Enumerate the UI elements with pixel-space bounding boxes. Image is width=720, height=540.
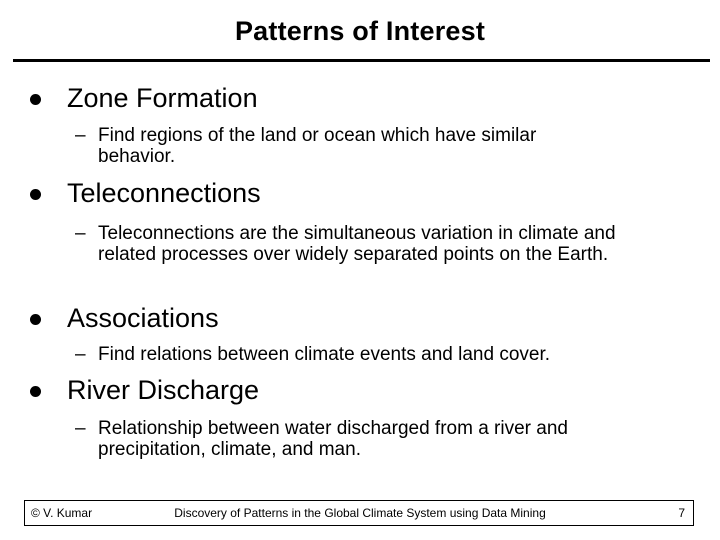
- slide-title: Patterns of Interest: [234, 16, 486, 46]
- sub-bullet-text: Find regions of the land or ocean which have similar behavior.: [98, 125, 537, 167]
- sub-bullet-text: Find relations between climate events and land cover.: [98, 344, 551, 365]
- bullet-heading: River Discharge: [67, 375, 260, 405]
- bullet-dot-icon: [30, 314, 41, 325]
- title-divider: [13, 59, 710, 62]
- footer-page-number: 7: [678, 506, 685, 520]
- dash-marker: –: [75, 418, 86, 439]
- footer-caption: Discovery of Patterns in the Global Climate System using Data Mining: [174, 506, 546, 520]
- footer-bar: [24, 500, 694, 526]
- bullet-heading: Teleconnections: [67, 178, 261, 208]
- bullet-dot-icon: [30, 94, 41, 105]
- bullet-dot-icon: [30, 386, 41, 397]
- footer-author: © V. Kumar: [31, 506, 93, 520]
- dash-marker: –: [75, 125, 86, 146]
- bullet-heading: Zone Formation: [67, 83, 258, 113]
- bullet-heading: Associations: [67, 303, 219, 333]
- sub-bullet-text: Teleconnections are the simultaneous variation in climate and related processes over widely separated points on the Earth.: [98, 223, 616, 265]
- dash-marker: –: [75, 223, 86, 244]
- dash-marker: –: [75, 344, 86, 365]
- sub-bullet-text: Relationship between water discharged from a river and precipitation, climate, and man.: [98, 418, 568, 460]
- bullet-dot-icon: [30, 189, 41, 200]
